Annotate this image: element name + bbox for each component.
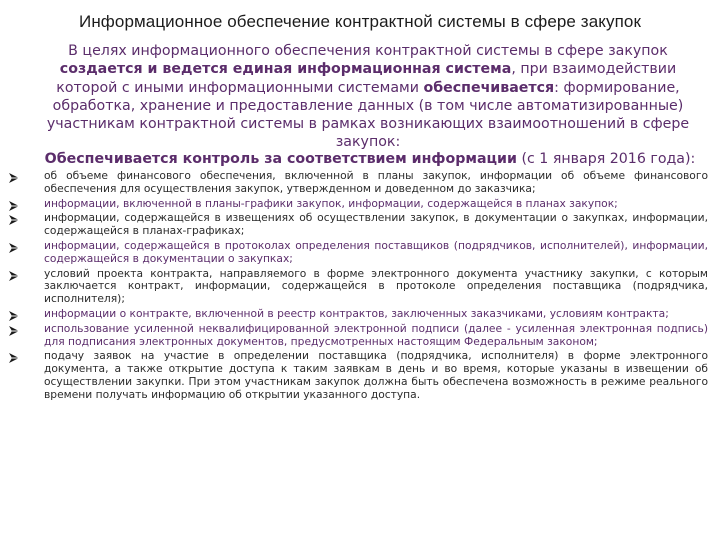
arrow-check-bullet-icon xyxy=(8,324,22,338)
list-item xyxy=(8,240,708,266)
list-item xyxy=(8,323,708,349)
list-item-text: информации, содержащейся в извещениях об осуществлении закупок, в документации о закупках, информации, содержащейся в планах-графиках; xyxy=(44,211,708,238)
list-item-text: условий проекта контракта, направляемого в форме электронного документа участнику закупки, с которым заключается контракт, информации, содержащейся в протоколе определения поставщика (подрядчика, исполнителя); xyxy=(44,266,708,306)
arrow-check-bullet-icon xyxy=(8,241,22,255)
list-item-text: использование усиленной неквалифицированной электронной подписи (далее - усиленная электронная подпись) для подписания электронных документов, предусмотренных настоящим Федеральным законом; xyxy=(44,321,708,348)
list-item-text: об объеме финансового обеспечения, включенной в планы закупок, информации об объеме финансового обеспечения для осуществления закупок, утвержденном и доведенном до заказчика; xyxy=(44,169,708,195)
intro-text-1: В целях информационного обеспечения контрактной системы в сфере закупок xyxy=(68,43,668,59)
intro-text-2: , при взаимодействии которой с иными информационными системами xyxy=(56,61,677,96)
list-item-text: подачу заявок на участие в определении поставщика (подрядчика, исполнителя) в форме электронного документа, а также открытие доступа к таким заявкам в день и во время, которые указаны в извещении об осуществлении закупки. При этом участникам закупок должна быть обеспечена возможность в режиме реального времени получать информацию об открытии указанного доступа. xyxy=(44,349,708,401)
list-item-text: информации, содержащейся в протоколах определения поставщиков (подрядчиков, исполнителей), информации, содержащейся в документации о закупках; xyxy=(44,238,708,265)
arrow-check-bullet-icon xyxy=(8,199,22,213)
list-item xyxy=(8,268,708,306)
intro-text-3: : формирование, обработка, хранение и предоставление данных (в том числе автоматизированные) участникам контрактной системы в рамках возникающих взаимоотношений в сфере закупок: xyxy=(46,79,690,151)
list-item-text: информации, включенной в планы-графики закупок, информации, содержащейся в планах закупок; xyxy=(44,196,618,210)
list-item-text: информации о контракте, включенной в реестр контрактов, заключенных заказчиками, условиям контракта; xyxy=(44,306,669,320)
arrow-check-bullet-icon xyxy=(8,213,22,227)
control-lead-bold: Обеспечивается контроль за соответствием информации xyxy=(44,151,517,167)
arrow-check-bullet-icon xyxy=(8,269,22,283)
list-item xyxy=(8,212,708,238)
list-item xyxy=(8,308,708,321)
arrow-check-bullet-icon xyxy=(8,351,22,365)
control-lead xyxy=(40,150,700,168)
arrow-check-bullet-icon xyxy=(8,309,22,323)
arrow-check-bullet-icon xyxy=(8,171,22,185)
intro-paragraph xyxy=(36,42,700,152)
intro-bold-2: обеспечивается xyxy=(423,79,555,96)
list-item xyxy=(8,198,708,211)
list-item xyxy=(8,170,708,196)
intro-bold-1: создается и ведется единая информационная система xyxy=(59,61,512,78)
list-item xyxy=(8,350,708,401)
control-lead-rest: (с 1 января 2016 года): xyxy=(516,151,696,167)
slide-title: Информационное обеспечение контрактной системы в сфере закупок xyxy=(79,12,641,31)
control-list xyxy=(8,170,708,404)
